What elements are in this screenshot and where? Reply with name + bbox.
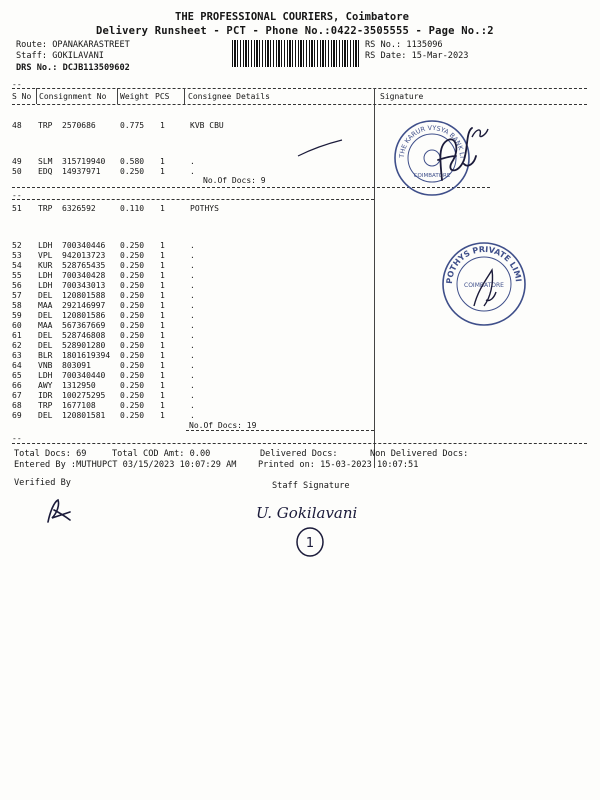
row-consignment: 1677108 xyxy=(62,401,96,410)
row-pcs: 1 xyxy=(160,281,165,290)
row-consignee: . xyxy=(190,411,195,420)
row-consignee: . xyxy=(190,371,195,380)
row-sno: 55 xyxy=(12,271,22,280)
dash-marker: -- xyxy=(12,191,22,200)
row-consignment: 292146997 xyxy=(62,301,106,310)
circled-number-text: 1 xyxy=(305,536,315,551)
row-pcs: 1 xyxy=(160,291,165,300)
table-row xyxy=(12,291,252,301)
row-sno: 64 xyxy=(12,361,22,370)
divider xyxy=(12,88,587,89)
row-consignment: 942013723 xyxy=(62,251,106,260)
col-consignment: Consignment No xyxy=(39,92,107,101)
row-sno: 61 xyxy=(12,331,22,340)
row-sno: 66 xyxy=(12,381,22,390)
runsheet-title: Delivery Runsheet - PCT - Phone No.:0422-3505555 - Page No.:2 xyxy=(96,25,494,37)
row-consignee: . xyxy=(190,341,195,350)
row-code: BLR xyxy=(38,351,53,360)
row-sno: 59 xyxy=(12,311,22,320)
company-name: THE PROFESSIONAL COURIERS, Coimbatore xyxy=(175,11,409,23)
row-consignment: 315719940 xyxy=(62,157,106,166)
row-weight: 0.250 xyxy=(120,311,145,320)
row-code: LDH xyxy=(38,271,53,280)
row-consignment: 1312950 xyxy=(62,381,96,390)
row-weight: 0.250 xyxy=(120,331,145,340)
total-docs: Total Docs: 69 xyxy=(14,449,87,459)
total-cod: Total COD Amt: 0.00 xyxy=(112,449,211,459)
verified-signature xyxy=(40,496,80,526)
table-row xyxy=(12,361,252,371)
row-pcs: 1 xyxy=(160,351,165,360)
table-row xyxy=(12,281,252,291)
row-pcs: 1 xyxy=(160,371,165,380)
divider xyxy=(12,199,374,200)
row-weight: 0.250 xyxy=(120,321,145,330)
row-consignment: 6326592 xyxy=(62,204,96,213)
row-weight: 0.250 xyxy=(120,341,145,350)
row-pcs: 1 xyxy=(160,241,165,250)
initial-mark xyxy=(470,125,490,141)
row-code: IDR xyxy=(38,391,53,400)
table-row xyxy=(12,251,252,261)
row-sno: 63 xyxy=(12,351,22,360)
row-pcs: 1 xyxy=(160,361,165,370)
row-weight: 0.250 xyxy=(120,401,145,410)
row-consignee: . xyxy=(190,271,195,280)
non-delivered-docs: Non Delivered Docs: xyxy=(370,449,469,459)
row-consignee: . xyxy=(190,301,195,310)
row-consignee: . xyxy=(190,261,195,270)
row-weight: 0.250 xyxy=(120,281,145,290)
row-consignee: . xyxy=(190,331,195,340)
table-row xyxy=(12,351,252,361)
table-row xyxy=(12,391,252,401)
rs-date: RS Date: 15-Mar-2023 xyxy=(365,51,469,61)
row-pcs: 1 xyxy=(160,341,165,350)
row-pcs: 1 xyxy=(160,321,165,330)
staff-signature-text: U. Gokilavani xyxy=(256,504,358,522)
row-pcs: 1 xyxy=(160,167,165,176)
dash-marker: -- xyxy=(12,434,22,443)
dash-marker: -- xyxy=(12,80,22,89)
row-consignment: 700340428 xyxy=(62,271,106,280)
row-sno: 52 xyxy=(12,241,22,250)
divider xyxy=(12,104,587,105)
row-weight: 0.250 xyxy=(120,251,145,260)
row-weight: 0.250 xyxy=(120,351,145,360)
row-code: TRP xyxy=(38,401,53,410)
route-label: Route: OPANAKARASTREET xyxy=(16,40,130,50)
rs-number: RS No.: 1135096 xyxy=(365,40,443,50)
staff-signature-label: Staff Signature xyxy=(272,481,350,491)
row-consignee: . xyxy=(190,321,195,330)
row-code: SLM xyxy=(38,157,53,166)
row-code: DEL xyxy=(38,411,53,420)
row-consignee: . xyxy=(190,311,195,320)
row-consignee: . xyxy=(190,381,195,390)
row-consignee: . xyxy=(190,281,195,290)
row-weight: 0.580 xyxy=(120,157,145,166)
circled-number xyxy=(294,526,326,558)
col-weight: Weight xyxy=(120,92,149,101)
row-consignment: 528901280 xyxy=(62,341,106,350)
row-consignee: . xyxy=(190,241,195,250)
row-sno: 56 xyxy=(12,281,22,290)
row-consignee: . xyxy=(190,401,195,410)
row-code: DEL xyxy=(38,331,53,340)
row-consignee: . xyxy=(190,361,195,370)
row-sno: 49 xyxy=(12,157,22,166)
row-weight: 0.250 xyxy=(120,381,145,390)
table-row xyxy=(12,411,252,421)
row-pcs: 1 xyxy=(160,301,165,310)
row-sno: 62 xyxy=(12,341,22,350)
row-consignment: 528746808 xyxy=(62,331,106,340)
verified-by-label: Verified By xyxy=(14,478,71,488)
row-sno: 68 xyxy=(12,401,22,410)
row-consignment: 700340440 xyxy=(62,371,106,380)
table-row xyxy=(12,371,252,381)
row-consignment: 700340446 xyxy=(62,241,106,250)
printed-on: Printed on: 15-03-2023 10:07:51 xyxy=(258,460,419,470)
row-pcs: 1 xyxy=(160,331,165,340)
row-sno: 48 xyxy=(12,121,22,130)
table-row xyxy=(12,401,252,411)
row-consignment: 120801588 xyxy=(62,291,106,300)
col-pcs: PCS xyxy=(155,92,170,101)
table-row xyxy=(12,301,252,311)
row-weight: 0.250 xyxy=(120,411,145,420)
row-consignment: 1801619394 xyxy=(62,351,111,360)
pen-stroke xyxy=(296,138,346,158)
row-pcs: 1 xyxy=(160,311,165,320)
row-code: LDH xyxy=(38,241,53,250)
row-sno: 65 xyxy=(12,371,22,380)
col-signature: Signature xyxy=(380,92,424,101)
row-weight: 0.250 xyxy=(120,241,145,250)
row-weight: 0.250 xyxy=(120,261,145,270)
row-consignment: 100275295 xyxy=(62,391,106,400)
group1-doc-count: No.Of Docs: 9 xyxy=(203,176,266,185)
row-consignment: 120801581 xyxy=(62,411,106,420)
barcode xyxy=(232,40,360,67)
signature-col-divider xyxy=(374,88,375,468)
col-divider xyxy=(117,88,118,104)
row-weight: 0.775 xyxy=(120,121,145,130)
row-pcs: 1 xyxy=(160,381,165,390)
staff-label: Staff: GOKILAVANI xyxy=(16,51,104,61)
row-pcs: 1 xyxy=(160,157,165,166)
row-pcs: 1 xyxy=(160,391,165,400)
row-consignee: . xyxy=(190,167,195,176)
pothys-stamp-arc-text: POTHYS PRIVATE LIMITED xyxy=(436,233,523,285)
row-code: LDH xyxy=(38,371,53,380)
row-weight: 0.250 xyxy=(120,291,145,300)
row-code: EDQ xyxy=(38,167,53,176)
row-code: MAA xyxy=(38,301,53,310)
row-code: VNB xyxy=(38,361,53,370)
row-code: LDH xyxy=(38,281,53,290)
row-code: TRP xyxy=(38,121,53,130)
row-consignment: 14937971 xyxy=(62,167,101,176)
row-sno: 54 xyxy=(12,261,22,270)
row-sno: 69 xyxy=(12,411,22,420)
row-code: MAA xyxy=(38,321,53,330)
col-consignee: Consignee Details xyxy=(188,92,270,101)
row-consignment: 567367669 xyxy=(62,321,106,330)
row-weight: 0.250 xyxy=(120,361,145,370)
table-row xyxy=(12,321,252,331)
pothys-stamp-center-text: COIMBATORE xyxy=(464,282,504,289)
row-weight: 0.250 xyxy=(120,391,145,400)
row-pcs: 1 xyxy=(160,261,165,270)
pothys-stamp xyxy=(436,233,528,328)
row-sno: 67 xyxy=(12,391,22,400)
group2-doc-count: No.Of Docs: 19 xyxy=(189,421,257,430)
row-sno: 60 xyxy=(12,321,22,330)
row-pcs: 1 xyxy=(160,401,165,410)
row-weight: 0.250 xyxy=(120,167,145,176)
row-weight: 0.250 xyxy=(120,301,145,310)
row-consignment: 700343013 xyxy=(62,281,106,290)
row-weight: 0.250 xyxy=(120,271,145,280)
row-sno: 50 xyxy=(12,167,22,176)
table-row xyxy=(12,271,252,281)
row-pcs: 1 xyxy=(160,271,165,280)
row-code: DEL xyxy=(38,311,53,320)
divider xyxy=(12,443,587,444)
staff-signature xyxy=(254,494,384,528)
row-consignee: KVB CBU xyxy=(190,121,224,130)
row-consignee: . xyxy=(190,351,195,360)
table-row xyxy=(12,241,252,251)
row-consignment: 120801586 xyxy=(62,311,106,320)
divider xyxy=(186,430,374,431)
row-pcs: 1 xyxy=(160,121,165,130)
row-code: DEL xyxy=(38,341,53,350)
bank-stamp-center-text: COIMBATORE xyxy=(413,173,451,179)
row-code: TRP xyxy=(38,204,53,213)
row-sno: 51 xyxy=(12,204,22,213)
table-row xyxy=(12,261,252,271)
table-row xyxy=(12,381,252,391)
table-row xyxy=(12,331,252,341)
col-divider xyxy=(184,88,185,104)
group2-rows xyxy=(12,241,252,421)
row-code: DEL xyxy=(38,291,53,300)
row-consignment: 528765435 xyxy=(62,261,106,270)
row-consignment: 2570686 xyxy=(62,121,96,130)
row-code: VPL xyxy=(38,251,53,260)
table-row xyxy=(12,311,252,321)
row-consignee: . xyxy=(190,291,195,300)
bank-stamp-arc-text: THE KARUR VYSYA BANK LTD xyxy=(389,112,467,160)
row-consignment: 803091 xyxy=(62,361,91,370)
drs-number: DRS No.: DCJB113509602 xyxy=(16,63,130,73)
row-consignee: . xyxy=(190,251,195,260)
col-sno: S No xyxy=(12,92,32,101)
row-consignee: POTHYS xyxy=(190,204,219,213)
row-consignee: . xyxy=(190,391,195,400)
row-code: KUR xyxy=(38,261,53,270)
row-pcs: 1 xyxy=(160,411,165,420)
row-weight: 0.250 xyxy=(120,371,145,380)
row-code: AWY xyxy=(38,381,53,390)
col-divider xyxy=(36,88,37,104)
row-weight: 0.110 xyxy=(120,204,145,213)
entered-by: Entered By :MUTHUPCT 03/15/2023 10:07:29 AM xyxy=(14,460,237,470)
table-row xyxy=(12,341,252,351)
row-sno: 53 xyxy=(12,251,22,260)
delivered-docs: Delivered Docs: xyxy=(260,449,338,459)
row-pcs: 1 xyxy=(160,204,165,213)
row-pcs: 1 xyxy=(160,251,165,260)
row-sno: 57 xyxy=(12,291,22,300)
row-consignee: . xyxy=(190,157,195,166)
row-sno: 58 xyxy=(12,301,22,310)
